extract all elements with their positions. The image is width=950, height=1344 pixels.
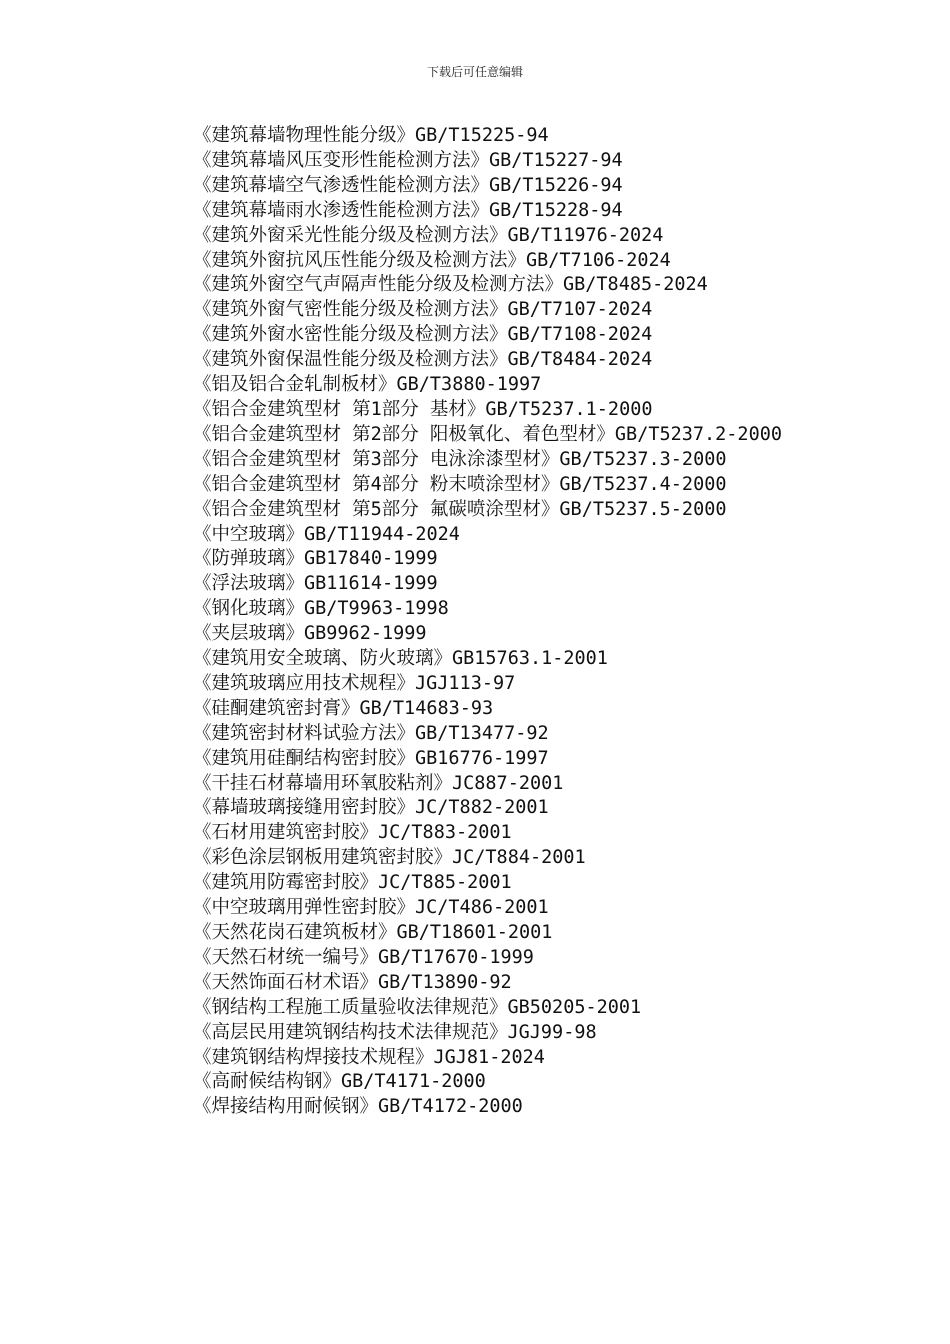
standard-item: 《建筑外窗水密性能分级及检测方法》GB/T7108-2024 xyxy=(193,324,653,346)
standard-item: 《防弹玻璃》GB17840-1999 xyxy=(193,548,438,570)
standard-item: 《建筑外窗采光性能分级及检测方法》GB/T11976-2024 xyxy=(193,224,664,246)
standard-item: 《建筑外窗气密性能分级及检测方法》GB/T7107-2024 xyxy=(193,299,653,321)
standard-item: 《铝合金建筑型材 第4部分 粉末喷涂型材》GB/T5237.4-2000 xyxy=(193,473,727,495)
standard-item: 《钢结构工程施工质量验收法律规范》GB50205-2001 xyxy=(193,996,642,1018)
standard-item: 《天然饰面石材术语》GB/T13890-92 xyxy=(193,971,512,993)
standard-item: 《建筑密封材料试验方法》GB/T13477-92 xyxy=(193,722,549,744)
standard-item: 《硅酮建筑密封膏》GB/T14683-93 xyxy=(193,697,494,719)
standard-item: 《建筑玻璃应用技术规程》JGJ113-97 xyxy=(193,672,516,694)
standard-item: 《建筑外窗空气声隔声性能分级及检测方法》GB/T8485-2024 xyxy=(193,274,708,296)
standard-item: 《高耐候结构钢》GB/T4171-2000 xyxy=(193,1071,486,1093)
standard-item: 《彩色涂层钢板用建筑密封胶》JC/T884-2001 xyxy=(193,847,586,869)
standard-item: 《钢化玻璃》GB/T9963-1998 xyxy=(193,598,449,620)
standard-item: 《铝及铝合金轧制板材》GB/T3880-1997 xyxy=(193,374,542,396)
standard-item: 《浮法玻璃》GB11614-1999 xyxy=(193,573,438,595)
standard-item: 《铝合金建筑型材 第2部分 阳极氧化、着色型材》GB/T5237.2-2000 xyxy=(193,423,782,445)
standard-item: 《铝合金建筑型材 第1部分 基材》GB/T5237.1-2000 xyxy=(193,398,653,420)
standard-item: 《焊接结构用耐候钢》GB/T4172-2000 xyxy=(193,1096,523,1118)
standard-item: 《天然石材统一编号》GB/T17670-1999 xyxy=(193,946,534,968)
standard-item: 《石材用建筑密封胶》JC/T883-2001 xyxy=(193,822,512,844)
standard-item: 《幕墙玻璃接缝用密封胶》JC/T882-2001 xyxy=(193,797,549,819)
page-header: 下载后可任意编辑 xyxy=(426,65,523,79)
standard-item: 《中空玻璃》GB/T11944-2024 xyxy=(193,523,460,545)
standard-item: 《夹层玻璃》GB9962-1999 xyxy=(193,623,427,645)
standard-item: 《建筑外窗保温性能分级及检测方法》GB/T8484-2024 xyxy=(193,349,653,371)
standard-item: 《干挂石材幕墙用环氧胶粘剂》JC887-2001 xyxy=(193,772,564,794)
standard-item: 《中空玻璃用弹性密封胶》JC/T486-2001 xyxy=(193,897,549,919)
standard-item: 《铝合金建筑型材 第3部分 电泳涂漆型材》GB/T5237.3-2000 xyxy=(193,448,727,470)
standard-item: 《建筑幕墙空气渗透性能检测方法》GB/T15226-94 xyxy=(193,174,623,196)
standard-item: 《建筑幕墙物理性能分级》GB/T15225-94 xyxy=(193,125,549,146)
standard-item: 《高层民用建筑钢结构技术法律规范》JGJ99-98 xyxy=(193,1021,597,1043)
standards-list xyxy=(143,124,808,1120)
standard-item: 《建筑用安全玻璃、防火玻璃》GB15763.1-2001 xyxy=(193,648,608,670)
standard-item: 《建筑幕墙风压变形性能检测方法》GB/T15227-94 xyxy=(193,149,623,171)
standard-item: 《天然花岗石建筑板材》GB/T18601-2001 xyxy=(193,922,553,943)
standard-item: 《建筑外窗抗风压性能分级及检测方法》GB/T7106-2024 xyxy=(193,249,671,271)
standard-item: 《铝合金建筑型材 第5部分 氟碳喷涂型材》GB/T5237.5-2000 xyxy=(193,498,727,520)
standard-item: 《建筑用硅酮结构密封胶》GB16776-1997 xyxy=(193,747,549,769)
standard-item: 《建筑钢结构焊接技术规程》JGJ81-2024 xyxy=(193,1046,545,1068)
standard-item: 《建筑幕墙雨水渗透性能检测方法》GB/T15228-94 xyxy=(193,199,623,221)
standard-item: 《建筑用防霉密封胶》JC/T885-2001 xyxy=(193,872,512,894)
